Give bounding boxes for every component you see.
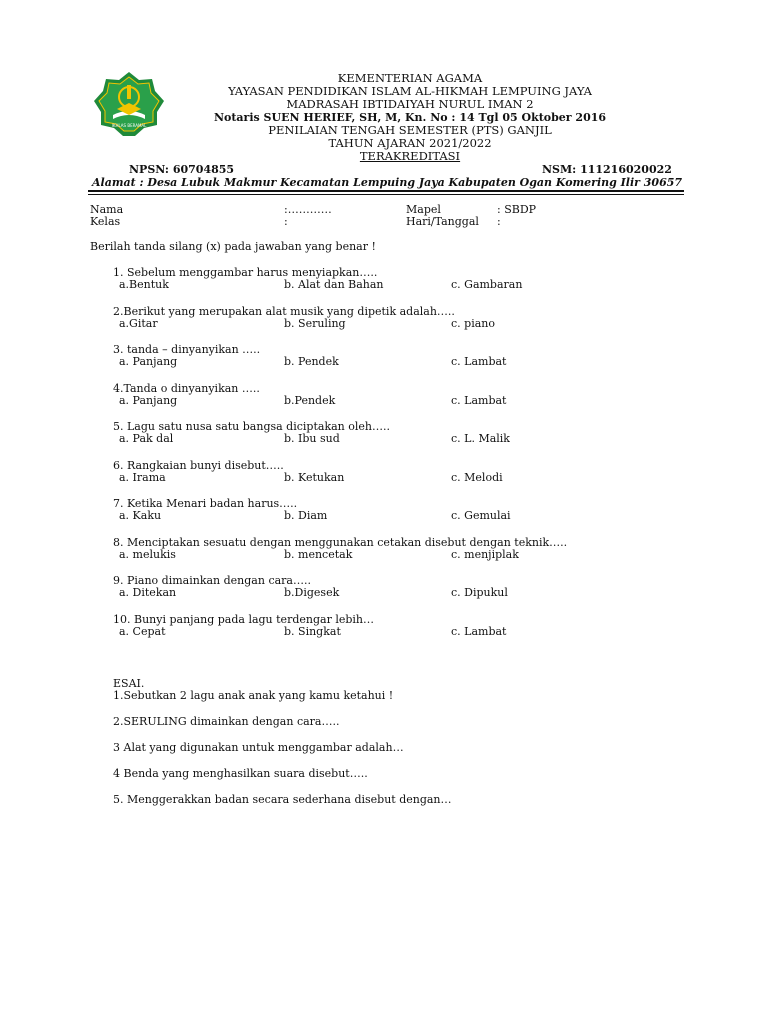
- option-b: b. Pendek: [284, 355, 339, 368]
- question-text: 2.Berikut yang merupakan alat musik yang dipetik adalah…..: [113, 305, 455, 318]
- option-b: b.Pendek: [284, 394, 336, 407]
- option-c: c. Lambat: [451, 625, 507, 638]
- essay-title: ESAI.: [113, 677, 145, 690]
- option-b: b. Singkat: [284, 625, 341, 638]
- essay-item: 5. Menggerakkan badan secara sederhana disebut dengan…: [113, 793, 452, 806]
- option-c: c. Lambat: [451, 355, 507, 368]
- option-a: a.Gitar: [119, 317, 158, 330]
- day-date-value: :: [497, 215, 501, 228]
- class-value: :: [284, 215, 288, 228]
- option-b: b. Diam: [284, 509, 328, 522]
- subject-label: Mapel: [406, 203, 441, 216]
- essay-item: 1.Sebutkan 2 lagu anak anak yang kamu ketahui !: [113, 689, 394, 702]
- option-c: c. L. Malik: [451, 432, 510, 445]
- header-foundation: YAYASAN PENDIDIKAN ISLAM AL-HIKMAH LEMPUING JAYA: [228, 84, 592, 98]
- option-b: b.Digesek: [284, 586, 340, 599]
- question-text: 5. Lagu satu nusa satu bangsa diciptakan oleh…..: [113, 420, 390, 433]
- header-academic-year: TAHUN AJARAN 2021/2022: [328, 136, 492, 150]
- question-text: 6. Rangkaian bunyi disebut…..: [113, 459, 284, 472]
- svg-text:IKHLAS BERAMAL: IKHLAS BERAMAL: [111, 123, 147, 128]
- option-a: a. Panjang: [119, 355, 178, 368]
- essay-item: 4 Benda yang menghasilkan suara disebut…..: [113, 767, 368, 780]
- question-text: 10. Bunyi panjang pada lagu terdengar lebih…: [113, 613, 374, 626]
- npsn-label: NPSN: 60704855: [129, 163, 235, 176]
- option-c: c. menjiplak: [451, 548, 519, 561]
- option-a: a. Kaku: [119, 509, 162, 522]
- header-ministry: KEMENTERIAN AGAMA: [337, 71, 483, 85]
- option-b: b. Alat dan Bahan: [284, 278, 384, 291]
- option-a: a. Panjang: [119, 394, 178, 407]
- option-c: c. Melodi: [451, 471, 503, 484]
- option-b: b. mencetak: [284, 548, 353, 561]
- question-text: 3. tanda – dinyanyikan …..: [113, 343, 261, 356]
- option-c: c. Dipukul: [451, 586, 508, 599]
- header-accreditation: TERAKREDITASI: [359, 149, 461, 163]
- header-school: MADRASAH IBTIDAIYAH NURUL IMAN 2: [286, 97, 534, 111]
- name-value: :…………: [284, 203, 332, 216]
- school-address: Alamat : Desa Lubuk Makmur Kecamatan Lempuing Jaya Kabupaten Ogan Komering Ilir 30657: [92, 176, 683, 189]
- header-divider-thick: [88, 190, 684, 192]
- class-label: Kelas: [90, 215, 121, 228]
- option-a: a. Irama: [119, 471, 166, 484]
- header-divider-thin: [88, 194, 684, 195]
- name-label: Nama: [90, 203, 124, 216]
- option-b: b. Ketukan: [284, 471, 345, 484]
- question-text: 9. Piano dimainkan dengan cara…..: [113, 574, 311, 587]
- option-c: c. Gemulai: [451, 509, 511, 522]
- subject-value: : SBDP: [497, 203, 537, 216]
- option-a: a. Ditekan: [119, 586, 177, 599]
- option-a: a.Bentuk: [119, 278, 169, 291]
- header-exam-title: PENILAIAN TENGAH SEMESTER (PTS) GANJIL: [268, 123, 552, 137]
- question-text: 8. Menciptakan sesuatu dengan menggunakan cetakan disebut dengan teknik…..: [113, 536, 568, 549]
- option-a: a. melukis: [119, 548, 176, 561]
- header-notary: Notaris SUEN HERIEF, SH, M, Kn. No : 14 Tgl 05 Oktober 2016: [213, 111, 607, 124]
- question-text: 1. Sebelum menggambar harus menyiapkan…..: [113, 266, 378, 279]
- nsm-label: NSM: 111216020022: [542, 163, 672, 176]
- day-date-label: Hari/Tanggal: [406, 215, 479, 228]
- option-a: a. Cepat: [119, 625, 166, 638]
- option-c: c. piano: [451, 317, 495, 330]
- essay-item: 2.SERULING dimainkan dengan cara…..: [113, 715, 340, 728]
- option-c: c. Gambaran: [451, 278, 523, 291]
- option-a: a. Pak dal: [119, 432, 174, 445]
- instruction-text: Berilah tanda silang (x) pada jawaban yang benar !: [90, 240, 376, 253]
- option-b: b. Seruling: [284, 317, 346, 330]
- option-c: c. Lambat: [451, 394, 507, 407]
- question-text: 4.Tanda o dinyanyikan …..: [113, 382, 260, 395]
- option-b: b. Ibu sud: [284, 432, 340, 445]
- essay-item: 3 Alat yang digunakan untuk menggambar adalah…: [113, 741, 404, 754]
- question-text: 7. Ketika Menari badan harus…..: [113, 497, 298, 510]
